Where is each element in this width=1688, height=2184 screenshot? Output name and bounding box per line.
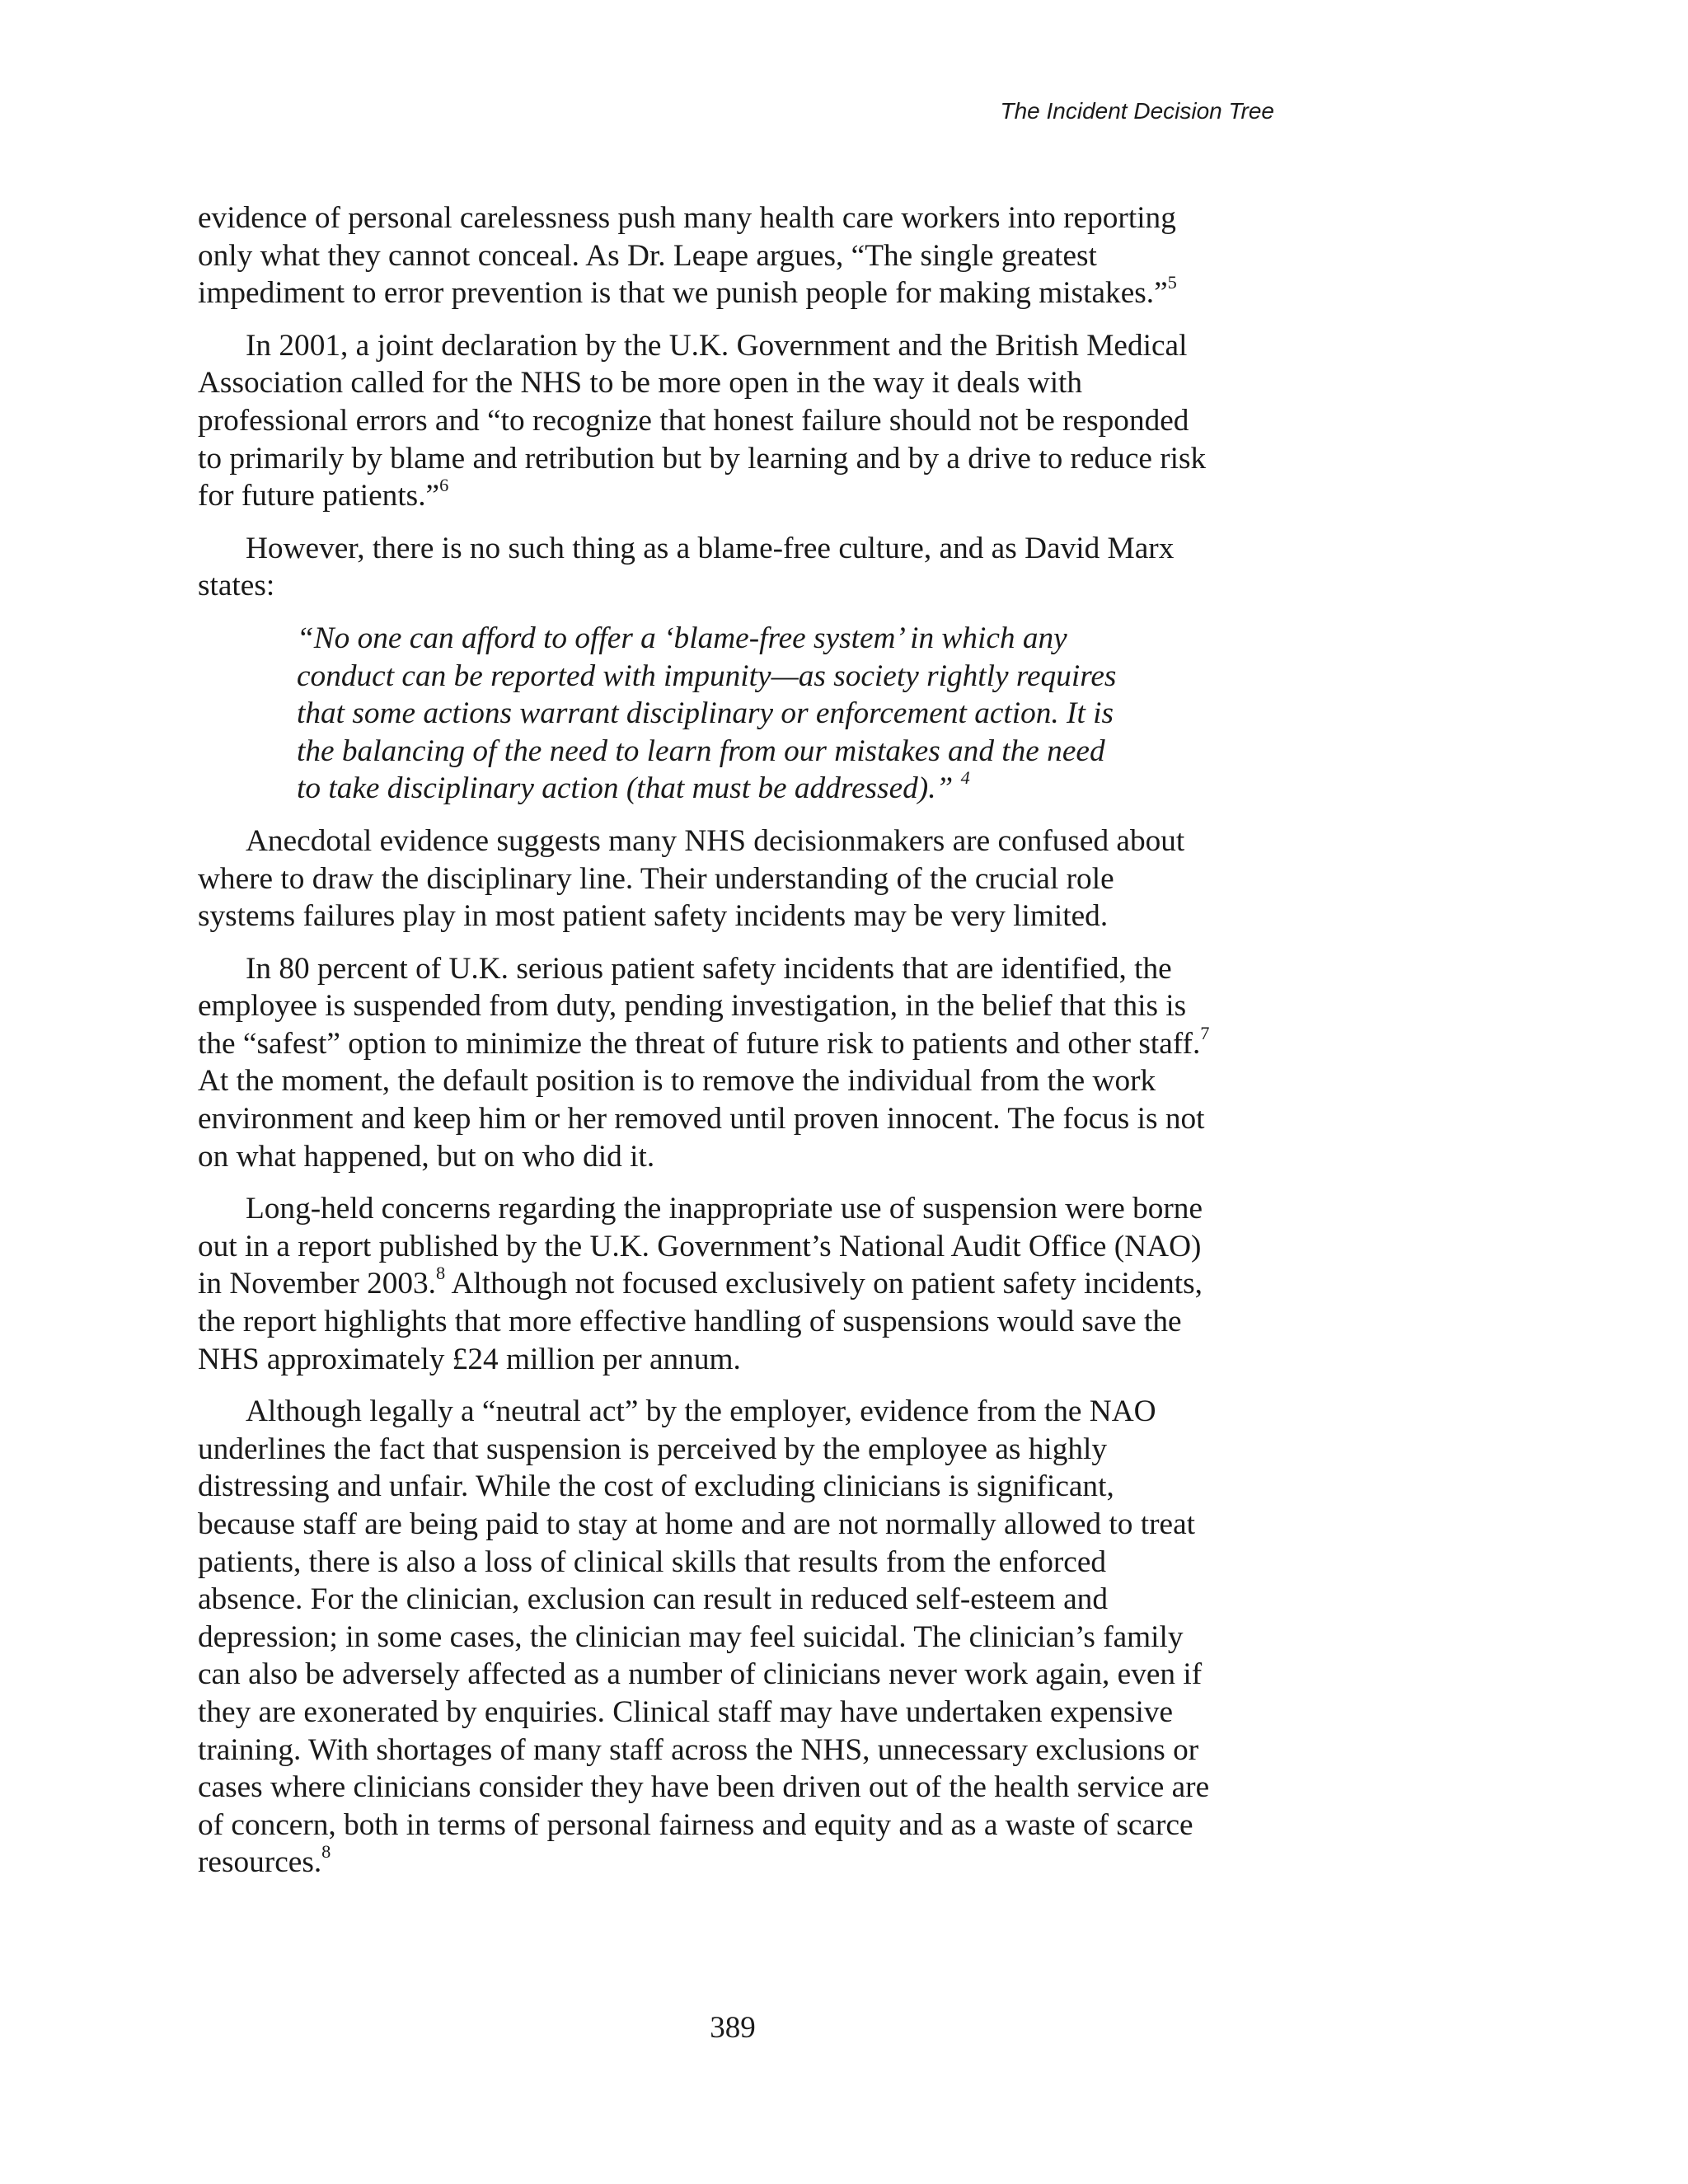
text-line: professional errors and “to recognize that honest failure should not be responded xyxy=(198,403,1189,438)
text-line: depression; in some cases, the clinician may feel suicidal. The clinician’s family xyxy=(198,1619,1184,1654)
text-line: where to draw the disciplinary line. Their understanding of the crucial role xyxy=(198,861,1114,896)
text-line: At the moment, the default position is to remove the individual from the work xyxy=(198,1064,1156,1099)
footnote-ref: 5 xyxy=(1167,272,1177,293)
footnote-ref: 6 xyxy=(439,475,449,496)
text-line: systems failures play in most patient safety incidents may be very limited. xyxy=(198,899,1109,934)
quote-line: conduct can be reported with impunity—as society rightly requires xyxy=(297,658,1117,693)
text-line: However, there is no such thing as a blame-free culture, and as David Marx xyxy=(246,531,1175,565)
footnote-ref: 8 xyxy=(321,1841,331,1863)
text-line: Long-held concerns regarding the inappropriate use of suspension were borne xyxy=(246,1192,1203,1226)
text-line: employee is suspended from duty, pending investigation, in the belief that this is xyxy=(198,989,1187,1024)
text-line xyxy=(198,1025,1276,1063)
text-line: of concern, both in terms of personal fairness and equity and as a waste of scarce xyxy=(198,1807,1193,1842)
text-line: states: xyxy=(198,569,275,603)
paragraph-blame-free xyxy=(198,530,1276,605)
paragraph-anecdotal xyxy=(198,823,1276,935)
running-header: The Incident Decision Tree xyxy=(1000,98,1274,124)
paragraph-leape xyxy=(198,199,1276,312)
text-fragment: for future patients.” xyxy=(198,479,440,513)
text-line: on what happened, but on who did it. xyxy=(198,1139,655,1174)
page-number: 389 xyxy=(710,2011,756,2045)
quote-line: “No one can afford to offer a ‘blame-free system’ in which any xyxy=(297,621,1067,655)
quote-line xyxy=(297,767,1276,808)
text-line xyxy=(198,477,1276,515)
text-line xyxy=(198,1265,1276,1303)
text-line: patients, there is also a loss of clinical skills that results from the enforced xyxy=(198,1544,1107,1579)
text-fragment: Although not focused exclusively on patient safety incidents, xyxy=(445,1267,1203,1301)
paragraph-joint-declaration xyxy=(198,327,1276,515)
body-text xyxy=(198,199,1276,1896)
text-fragment: the “safest” option to minimize the threat of future risk to patients and other staff. xyxy=(198,1026,1201,1061)
text-line: In 2001, a joint declaration by the U.K. Government and the British Medical xyxy=(246,328,1188,363)
text-line: cases where clinicians consider they have been driven out of the health service are xyxy=(198,1770,1210,1805)
paragraph-eighty-percent xyxy=(198,950,1276,1176)
text-line: out in a report published by the U.K. Government’s National Audit Office (NAO) xyxy=(198,1229,1202,1263)
text-line: environment and keep him or her removed until proven innocent. The focus is not xyxy=(198,1102,1205,1137)
text-line xyxy=(198,274,1276,312)
quote-line: that some actions warrant disciplinary or enforcement action. It is xyxy=(297,696,1114,731)
text-line: distressing and unfair. While the cost of excluding clinicians is significant, xyxy=(198,1469,1114,1504)
text-line: only what they cannot conceal. As Dr. Leape argues, “The single greatest xyxy=(198,238,1097,273)
paragraph-nao-report xyxy=(198,1190,1276,1378)
footnote-ref: 7 xyxy=(1200,1023,1210,1044)
text-line: Anecdotal evidence suggests many NHS decisionmakers are confused about xyxy=(246,823,1185,858)
text-line: to primarily by blame and retribution but by learning and by a drive to reduce risk xyxy=(198,441,1207,476)
text-line: evidence of personal carelessness push many health care workers into reporting xyxy=(198,201,1176,235)
text-line: training. With shortages of many staff across the NHS, unnecessary exclusions or xyxy=(198,1732,1199,1767)
text-line: can also be adversely affected as a number of clinicians never work again, even if xyxy=(198,1657,1203,1692)
text-line: NHS approximately £24 million per annum. xyxy=(198,1342,741,1376)
text-line: absence. For the clinician, exclusion can result in reduced self-esteem and xyxy=(198,1582,1108,1617)
block-quote-marx xyxy=(297,620,1276,808)
footnote-ref: 4 xyxy=(960,767,970,789)
text-line: underlines the fact that suspension is perceived by the employee as highly xyxy=(198,1432,1108,1466)
text-fragment: in November 2003. xyxy=(198,1267,436,1301)
text-line: Although legally a “neutral act” by the employer, evidence from the NAO xyxy=(246,1394,1156,1429)
paragraph-neutral-act xyxy=(198,1393,1276,1882)
text-fragment: impediment to error prevention is that we punish people for making mistakes.” xyxy=(198,276,1168,311)
text-fragment: resources. xyxy=(198,1845,322,1880)
footnote-ref: 8 xyxy=(436,1263,446,1284)
text-line: Association called for the NHS to be more open in the way it deals with xyxy=(198,366,1083,401)
text-line: the report highlights that more effective handling of suspensions would save the xyxy=(198,1305,1182,1339)
text-fragment: to take disciplinary action (that must be addressed).” xyxy=(297,771,954,806)
text-line: they are exonerated by enquiries. Clinical staff may have undertaken expensive xyxy=(198,1694,1174,1729)
text-line: because staff are being paid to stay at home and are not normally allowed to treat xyxy=(198,1507,1195,1541)
quote-line: the balancing of the need to learn from our mistakes and the need xyxy=(297,733,1105,768)
text-line xyxy=(198,1841,1276,1882)
text-line: In 80 percent of U.K. serious patient safety incidents that are identified, the xyxy=(246,951,1172,986)
